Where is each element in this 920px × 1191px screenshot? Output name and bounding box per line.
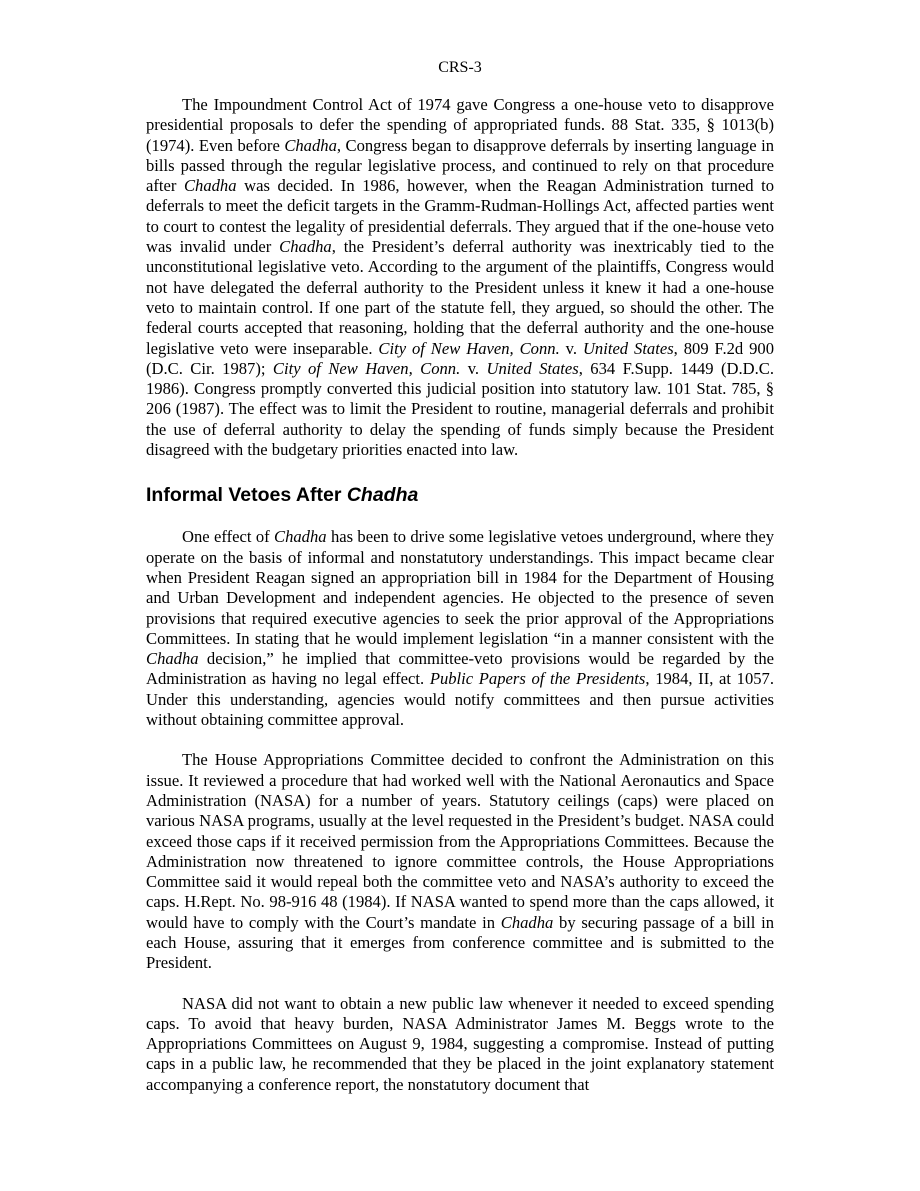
italic-run: Chadha <box>500 912 554 932</box>
text-run: has been to drive some legislative vetoes underground, where they operate on the basis of informal and nonstatutory understandings. This impact became clear when President Reagan signed an appropriation bill in 1984 for the Department of Housing and Urban Development and independent agencies. He objected to the presence of seven provisions that required executive agencies to seek the prior approval of the Appropriations Committees. In stating that he would implement legislation “in a manner consistent with the <box>146 527 774 648</box>
text-run: One effect of <box>182 527 275 547</box>
italic-run: Chadha <box>284 135 337 155</box>
text-run: The Impoundment Control Act of 1974 gave Congress a one-house veto to disapprove presidential proposals to defer the spending of appropriated funds. 88 Stat. 335, § 1013(b) (1974). Even before <box>146 95 774 155</box>
text-run: The House Appropriations Committee decided to confront the Administration on this issue. It reviewed a procedure that had worked well with the National Aeronautics and Space Administration (NASA) for a number of years. Statutory ceilings (caps) were placed on various NASA programs, usually at the level requested in the President’s budget. NASA could exceed those caps if it received permission from the Appropriations Committees. Because the Administration now threatened to ignore committee controls, the House Appropriations Committee said it would repeal both the committee veto and NASA’s authority to exceed the caps. H.Rept. No. 98-916 48 (1984). If NASA wanted to spend more than the caps allowed, it would have to comply with the Court’s mandate in <box>146 750 774 932</box>
italic-run: City of New Haven, Conn. <box>272 358 461 378</box>
italic-run: City of New Haven, Conn. <box>378 338 560 358</box>
section-heading-text: Informal Vetoes After <box>146 484 347 507</box>
italic-run: United States <box>582 338 674 358</box>
text-run: , 809 F.2d 900 (D.C. Cir. 1987); <box>146 338 775 378</box>
italic-run: Public Papers of the Presidents <box>429 669 646 689</box>
italic-run: Chadha <box>279 237 332 257</box>
text-run: NASA did not want to obtain a new public law whenever it needed to exceed spending caps. To avoid that heavy burden, NASA Administrator James M. Beggs wrote to the Appropriations Committees on August 9, 1984, suggesting a compromise. Instead of putting caps in a public law, he recommended that they be placed in the joint explanatory statement accompanying a conference report, the nonstatutory document that <box>146 993 774 1094</box>
text-run: , Congress began to disapprove deferrals by inserting language in bills passed through the regular legislative process, and continued to rely on that procedure after <box>146 135 774 196</box>
italic-run: Chadha <box>274 527 327 547</box>
paragraph-house-appropriations <box>146 750 774 973</box>
paragraph-impoundment-control-act <box>146 95 774 460</box>
paragraph-nasa-compromise <box>146 994 774 1095</box>
text-run: v. <box>559 338 583 358</box>
italic-run: Chadha <box>183 176 237 196</box>
section-heading-italic: Chadha <box>346 484 419 507</box>
text-run: , 1984, II, at 1057. Under this understanding, agencies would notify committees and then pursue activities without obtaining committee approval. <box>146 669 774 730</box>
italic-run: Chadha <box>146 649 199 669</box>
section-heading <box>146 483 774 507</box>
text-run: v. <box>460 358 487 378</box>
text-run: , the President’s deferral authority was inextricably tied to the unconstitutional legislative veto. According to the argument of the plaintiffs, Congress would not have delegated the deferral authority to the President unless it knew it had a one-house veto to maintain control. If one part of the statute fell, they argued, so should the other. The federal courts accepted that reasoning, holding that the deferral authority and the one-house legislative veto were inseparable. <box>146 237 774 358</box>
text-run: by securing passage of a bill in each House, assuring that it emerges from conference committee and is submitted to the President. <box>146 912 774 973</box>
text-run: was decided. In 1986, however, when the Reagan Administration turned to deferrals to meet the deficit targets in the Gramm-Rudman-Hollings Act, affected parties went to court to contest the legality of presidential deferrals. They argued that if the one-house veto was invalid under <box>146 176 774 257</box>
paragraph-informal-vetoes <box>146 527 774 730</box>
italic-run: United States <box>486 358 579 378</box>
document-page <box>146 0 774 1095</box>
page-header: CRS-3 <box>438 59 482 76</box>
text-run: decision,” he implied that committee-veto provisions would be regarded by the Administration as having no legal effect. <box>146 649 774 689</box>
text-run: , 634 F.Supp. 1449 (D.D.C. 1986). Congress promptly converted this judicial position into statutory law. 101 Stat. 785, § 206 (1987). The effect was to limit the President to routine, managerial deferrals and prohibit the use of deferral authority to delay the spending of funds simply because the President disagreed with the budgetary priorities enacted into law. <box>146 358 774 460</box>
